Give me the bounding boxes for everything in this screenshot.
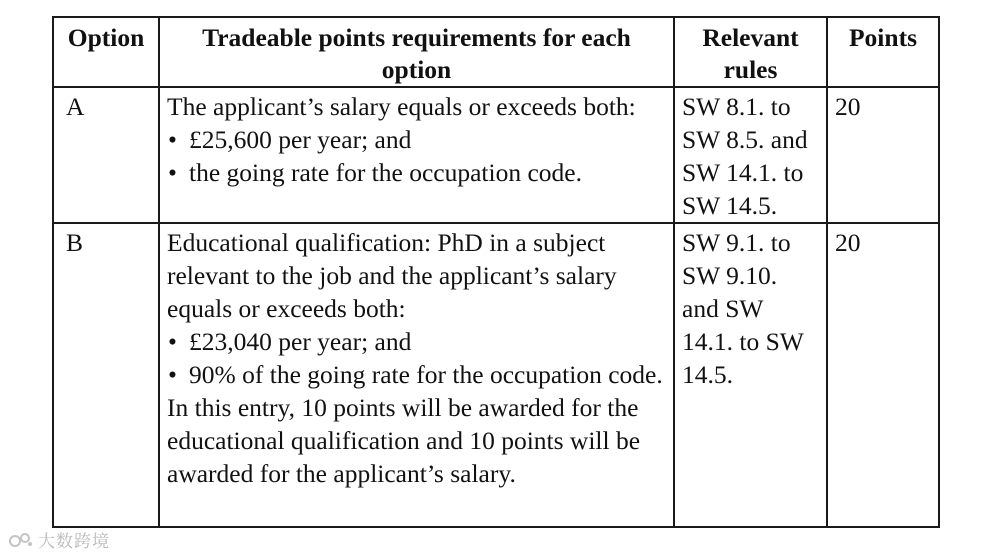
header-option: Option bbox=[53, 17, 159, 87]
option-cell: A bbox=[53, 87, 159, 223]
points-requirements-table bbox=[52, 16, 940, 528]
option-cell: B bbox=[53, 223, 159, 527]
requirement-bullet-list bbox=[167, 325, 666, 391]
requirement-bullet: • the going rate for the occupation code. bbox=[167, 156, 666, 189]
relevant-rules-cell bbox=[674, 223, 827, 527]
relevant-rules-text: SW 8.1. to SW 8.5. and SW 14.1. to SW 14.5. bbox=[682, 92, 808, 220]
watermark-text: 大数跨境 bbox=[38, 532, 110, 552]
requirement-bullet-list bbox=[167, 123, 666, 189]
watermark bbox=[8, 527, 110, 552]
requirement-note: In this entry, 10 points will be awarded for the educational qualification and 10 points will be awarded for the applicant’s salary. bbox=[167, 393, 641, 488]
requirement-bullet: • 90% of the going rate for the occupation code. bbox=[167, 358, 666, 391]
header-points: Points bbox=[827, 17, 939, 87]
requirement-bullet: • £25,600 per year; and bbox=[167, 123, 666, 156]
requirement-bullet: • £23,040 per year; and bbox=[167, 325, 666, 358]
requirement-intro: The applicant’s salary equals or exceeds both: bbox=[167, 92, 636, 121]
table-row bbox=[53, 87, 939, 223]
table-row bbox=[53, 223, 939, 527]
relevant-rules-text: SW 9.1. to SW 9.10. and SW 14.1. to SW 14.5. bbox=[682, 228, 804, 389]
requirements-cell bbox=[159, 223, 674, 527]
header-requirements: Tradeable points requirements for each option bbox=[159, 17, 674, 87]
requirements-cell bbox=[159, 87, 674, 223]
relevant-rules-cell bbox=[674, 87, 827, 223]
header-relevant-rules: Relevant rules bbox=[674, 17, 827, 87]
header-row bbox=[53, 17, 939, 87]
watermark-logo-icon bbox=[8, 531, 34, 549]
points-cell: 20 bbox=[827, 223, 939, 527]
requirement-intro: Educational qualification: PhD in a subject relevant to the job and the applicant’s salary equals or exceeds both: bbox=[167, 228, 617, 323]
points-cell: 20 bbox=[827, 87, 939, 223]
